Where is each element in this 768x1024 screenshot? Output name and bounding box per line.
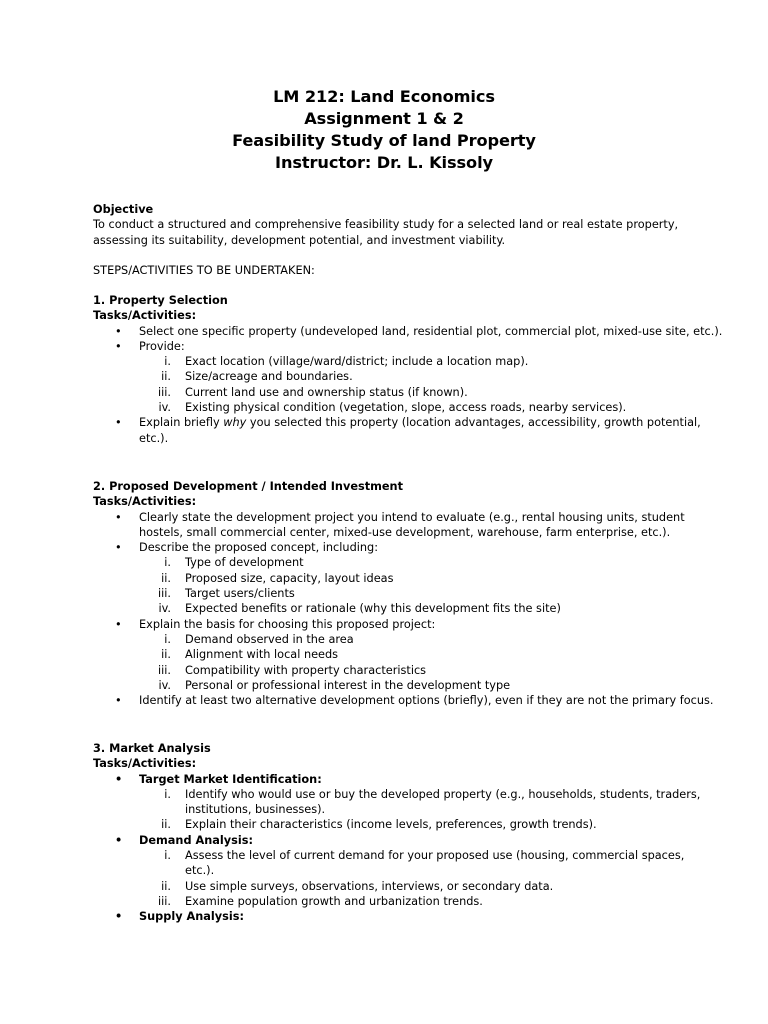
assignment-title: Assignment 1 & 2	[304, 109, 464, 128]
bullet-icon: •	[115, 416, 122, 430]
bullet-icon: •	[115, 324, 122, 338]
topic-title: Feasibility Study of land Property	[232, 131, 536, 150]
bullet-icon: •	[115, 694, 122, 708]
list-item-continuation: hostels, small commercial center, mixed-use development, warehouse, farm enterprise, etc.).	[139, 525, 671, 539]
sub-list-item: ii. Explain their characteristics (income levels, preferences, growth trends).	[161, 818, 597, 832]
list-item: • Select one specific property (undeveloped land, residential plot, commercial plot, mixed-use site, etc.).	[115, 324, 723, 338]
list-item: • Describe the proposed concept, including:	[115, 541, 379, 555]
list-item: • Demand Analysis:	[115, 833, 253, 847]
objective-section	[93, 202, 693, 248]
list-item: • Clearly state the development project you intend to evaluate (e.g., rental housing units, student	[115, 510, 685, 524]
list-item: • Supply Analysis:	[115, 910, 245, 924]
list-item: • Explain the basis for choosing this proposed project:	[115, 617, 436, 631]
list-item: • Explain briefly why you selected this property (location advantages, accessibility, growth potential,	[115, 416, 701, 430]
list-item: • Target Market Identification:	[115, 772, 322, 786]
section-2-title: 2. Proposed Development / Intended Investment	[93, 480, 403, 493]
sub-list-item: iv. Expected benefits or rationale (why this development fits the site)	[158, 602, 561, 616]
bullet-icon: •	[115, 339, 122, 353]
sub-list-item: i. Assess the level of current demand for your proposed use (housing, commercial spaces,	[164, 849, 685, 863]
sub-list-item: iii. Compatibility with property characteristics	[157, 663, 427, 677]
objective-text-line-1: To conduct a structured and comprehensive feasibility study for a selected land or real estate property,	[93, 218, 679, 232]
course-title: LM 212: Land Economics	[273, 87, 495, 106]
sub-list-item: iii. Current land use and ownership status (if known).	[157, 385, 468, 399]
sub-list-item: ii. Use simple surveys, observations, interviews, or secondary data.	[161, 879, 554, 893]
bullet-icon: •	[115, 541, 122, 555]
list-item: • Identify at least two alternative development options (briefly), even if they are not the primary focus.	[115, 694, 714, 708]
sub-list-item: iv. Existing physical condition (vegetation, slope, access roads, nearby services).	[158, 401, 627, 415]
section-1-title: 1. Property Selection	[93, 294, 228, 307]
instructor-name: Instructor: Dr. L. Kissoly	[275, 153, 493, 172]
sub-list-item: i. Type of development	[164, 556, 304, 570]
sub-list-item: i. Identify who would use or buy the developed property (e.g., households, students, traders,	[164, 787, 701, 801]
sub-list-item: i. Exact location (village/ward/district; include a location map).	[164, 355, 529, 369]
section-3-title: 3. Market Analysis	[93, 742, 211, 755]
sub-list-item: iii. Target users/clients	[157, 587, 295, 601]
steps-section	[93, 263, 693, 278]
bullet-icon: •	[115, 833, 123, 847]
bullet-icon: •	[115, 772, 123, 786]
list-item-continuation: etc.).	[139, 431, 169, 445]
section-1	[93, 293, 723, 446]
objective-heading: Objective	[93, 203, 154, 216]
sub-list-item: ii. Alignment with local needs	[161, 648, 339, 662]
sub-list-item: iv. Personal or professional interest in the development type	[158, 678, 511, 692]
sub-list-item: i. Demand observed in the area	[164, 632, 354, 646]
section-3	[93, 741, 701, 925]
document-header	[0, 86, 768, 174]
objective-text-line-2: assessing its suitability, development potential, and investment viability.	[93, 233, 506, 247]
bullet-icon: •	[115, 910, 123, 924]
section-3-tasks-label: Tasks/Activities:	[93, 757, 197, 771]
steps-heading: STEPS/ACTIVITIES TO BE UNDERTAKEN:	[93, 264, 315, 277]
section-2	[93, 479, 714, 708]
sub-list-item: iii. Examine population growth and urbanization trends.	[157, 894, 483, 908]
sub-list-item: ii. Proposed size, capacity, layout ideas	[161, 571, 394, 585]
section-2-tasks-label: Tasks/Activities:	[93, 495, 197, 509]
sub-list-item: ii. Size/acreage and boundaries.	[161, 370, 353, 384]
sub-list-item-continuation: etc.).	[185, 864, 215, 878]
bullet-icon: •	[115, 510, 122, 524]
list-item: • Provide:	[115, 339, 185, 353]
section-1-tasks-label: Tasks/Activities:	[93, 309, 197, 323]
sub-list-item-continuation: institutions, businesses).	[185, 803, 326, 817]
bullet-icon: •	[115, 617, 122, 631]
